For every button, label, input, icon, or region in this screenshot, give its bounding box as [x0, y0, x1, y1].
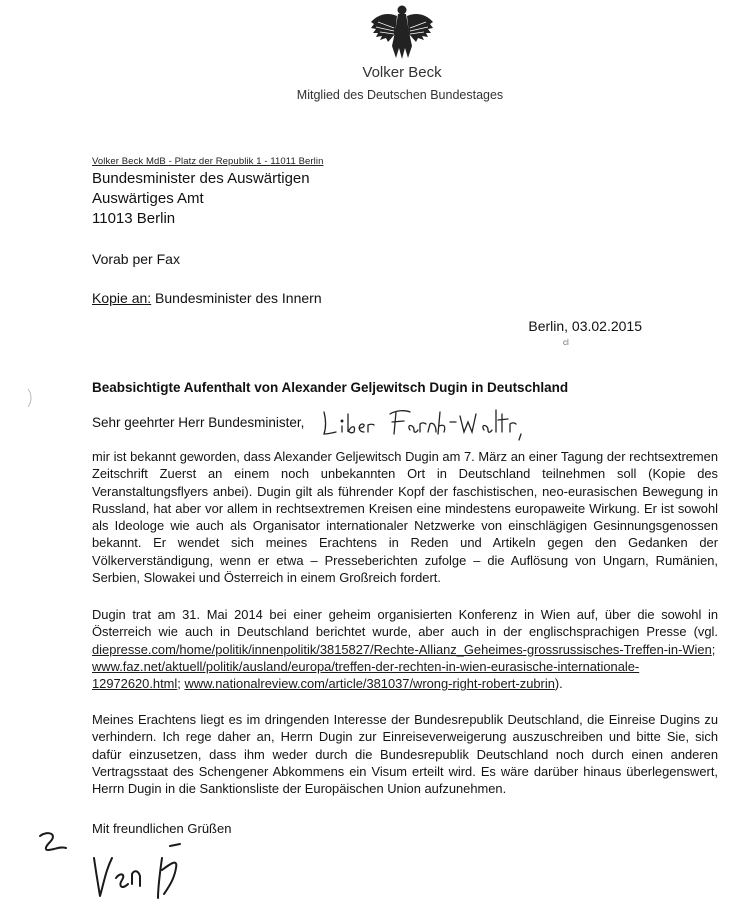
recipient-line-2: Auswärtiges Amt	[92, 190, 204, 207]
body-paragraph-3: Meines Erachtens liegt es im dringenden Interesse der Bundesrepublik Deutschland, die Einreise Dugins zu verhindern. Ich rege daher an, Herrn Dugin zur Einreiseverweigerung auszuschreiben und bitte Sie, sich dafür einzusetzen, dass ihm weder durch die Bundesrepublik Deutschland noch durch einen anderen Vertragsstaat des Schengener Abkommens ein Visum erteilt wird. Es wäre darüber hinaus überlegenswert, Herrn Dugin in die Sanktionsliste der Europäischen Union aufzunehmen.	[92, 712, 718, 797]
letter-date: Berlin, 03.02.2015	[528, 318, 642, 334]
handwritten-signature-icon	[36, 828, 236, 901]
body-paragraph-2	[92, 606, 718, 692]
body-paragraph-1: mir ist bekannt geworden, dass Alexander Geljewitsch Dugin am 7. März an einer Tagung der rechtsextremen Zeitschrift Zuerst an einem noch unbekannten Ort in Deutschland teilnehmen soll (Kopie des Veranstaltungsflyers anbei). Dugin gilt als führender Kopf der faschistischen, neo-eurasischen Bewegung in Russland, hat aber vor allem in rechtsextremen Kreisen eine mindestens europaweite Wirkung. Er ist sowohl als Ideologe wie auch als Organisator internationaler Netzwerke von einschlägigen Gesinnungsgenossen bekannt. Er wendet sich meines Erachtens in Reden und Artikeln gegen den Gedanken der Völkerverständigung, wenn er etwa – Presseberichten zufolge – die Auflösung von Ungarn, Rumänien, Serbien, Slowakei und Österreich in einem Großreich fordert.	[92, 449, 718, 586]
paragraph-2-text: Dugin trat am 31. Mai 2014 bei einer geheim organisierten Konferenz in Wien auf, über die sowohl in Österreich wie auch in Deutschland berichtet wurde, aber auch in der englischsprachigen Presse (vgl.	[92, 607, 718, 640]
separator: ;	[177, 676, 185, 692]
copy-to-recipient: Bundesminister des Innern	[151, 290, 322, 306]
copy-to-line	[92, 290, 322, 306]
salutation: Sehr geehrter Herr Bundesminister,	[92, 415, 305, 430]
sender-return-address: Volker Beck MdB - Platz der Republik 1 - 11011 Berlin	[92, 156, 324, 167]
letterhead-subtitle: Mitglied des Deutschen Bundestages	[296, 88, 504, 102]
recipient-line-3: 11013 Berlin	[92, 210, 176, 227]
copy-to-label: Kopie an:	[92, 290, 152, 306]
letterhead-name: Volker Beck	[362, 64, 442, 81]
handwritten-salutation	[318, 404, 528, 444]
margin-mark	[26, 388, 34, 408]
link-diepresse[interactable]: diepresse.com/home/politik/innenpolitik/3815827/Rechte-Allianz_Geheimes-grossrussisches-Treffen-in-Wien	[92, 641, 712, 657]
subject-line: Beabsichtigte Aufenthalt von Alexander Geljewitsch Dugin in Deutschland	[92, 380, 569, 395]
federal-eagle-icon	[368, 2, 436, 60]
recipient-line-1: Bundesminister des Auswärtigen	[92, 170, 310, 187]
link-nationalreview[interactable]: www.nationalreview.com/article/381037/wrong-right-robert-zubrin	[184, 676, 555, 692]
link-faz[interactable]: www.faz.net/aktuell/politik/ausland/europa/treffen-der-rechten-in-wien-eurasische-internationale-12972620.html	[92, 658, 640, 692]
closing-phrase: Mit freundlichen Grüßen	[92, 821, 232, 836]
initial-mark: cl	[563, 338, 569, 347]
vorab-note: Vorab per Fax	[92, 251, 180, 267]
paragraph-2-end: ).	[554, 676, 563, 692]
separator: ;	[711, 641, 716, 657]
